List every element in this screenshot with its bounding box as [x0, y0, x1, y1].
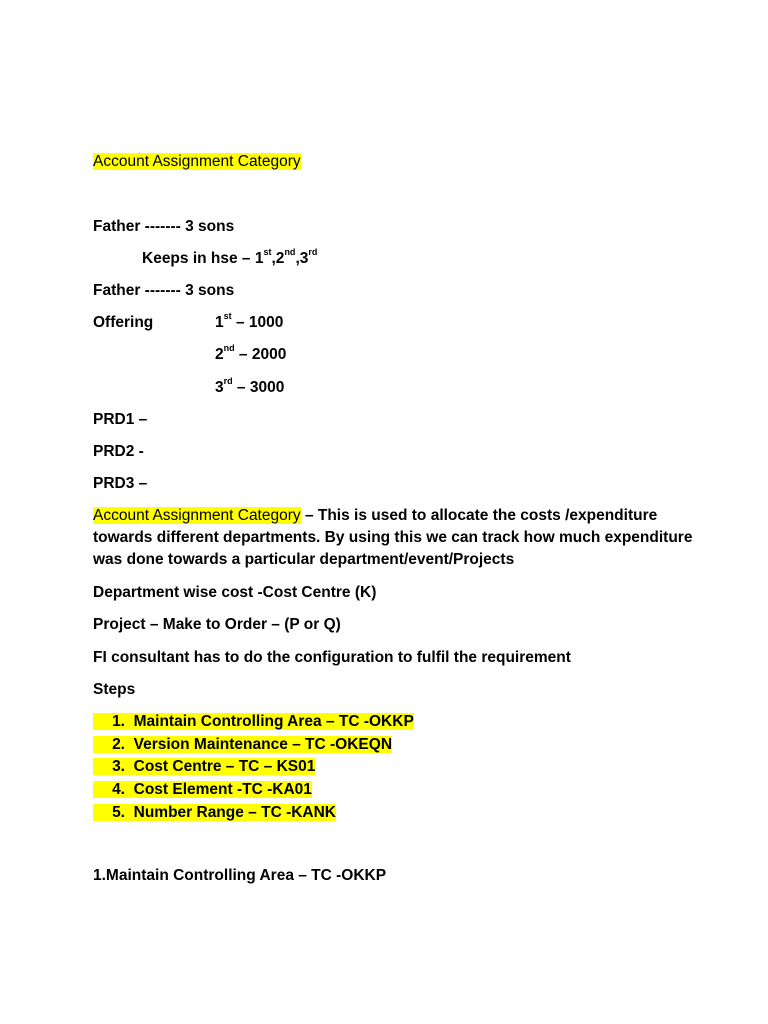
- section-heading: 1.Maintain Controlling Area – TC -OKKP: [93, 867, 387, 884]
- title-heading: [93, 152, 301, 171]
- step-item: 5. Number Range – TC -KANK: [93, 802, 414, 825]
- offering-2nd: 2nd – 2000: [215, 343, 287, 363]
- prd1-line: PRD1 –: [93, 411, 148, 428]
- step-item: 2. Version Maintenance – TC -OKEQN: [93, 734, 414, 757]
- father-line-2: Father ------- 3 sons: [93, 282, 235, 299]
- definition-text: – This is used to allocate the costs /expenditure towards different departments. By using this we can track how much expenditure was done towards a particular department/event/Projects: [93, 507, 693, 568]
- step-item: 4. Cost Element -TC -KA01: [93, 779, 414, 802]
- prd2-line: PRD2 -: [93, 443, 144, 460]
- step-item: 3. Cost Centre – TC – KS01: [93, 756, 414, 779]
- definition-paragraph: [93, 505, 693, 571]
- step-item: 1. Maintain Controlling Area – TC -OKKP: [93, 711, 414, 734]
- prd3-line: PRD3 –: [93, 475, 148, 492]
- title-highlight: Account Assignment Category: [93, 153, 301, 170]
- project-line: Project – Make to Order – (P or Q): [93, 616, 341, 633]
- department-line: Department wise cost -Cost Centre (K): [93, 584, 377, 601]
- offering-1st: 1st – 1000: [215, 311, 284, 331]
- definition-term: Account Assignment Category: [93, 507, 301, 524]
- steps-label: Steps: [93, 681, 136, 698]
- fi-consultant-line: FI consultant has to do the configuration to fulfil the requirement: [93, 649, 571, 666]
- steps-list: [93, 711, 414, 825]
- keeps-in-hse-line: Keeps in hse – 1st,2nd,3rd: [142, 247, 318, 267]
- father-line-1: Father ------- 3 sons: [93, 218, 235, 235]
- offering-3rd: 3rd – 3000: [215, 376, 285, 396]
- offering-label: Offering: [93, 314, 154, 331]
